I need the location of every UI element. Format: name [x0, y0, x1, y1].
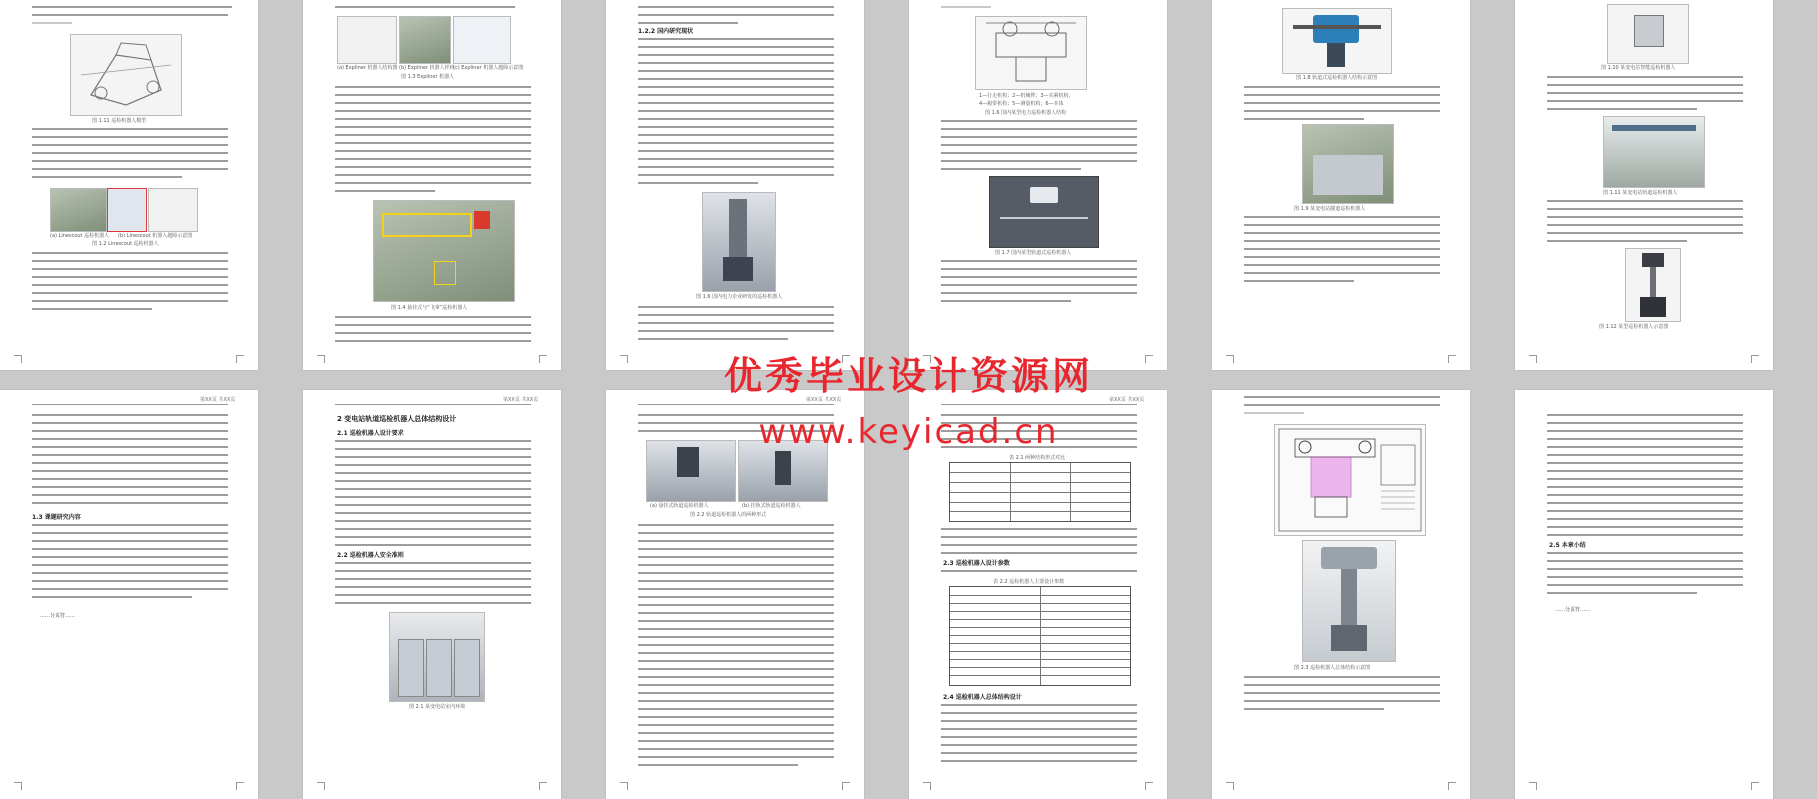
text-line	[32, 470, 228, 472]
text-line	[32, 532, 228, 534]
text-line	[335, 118, 531, 120]
text-line	[941, 300, 1071, 302]
text-line	[1547, 470, 1743, 472]
text-line	[638, 748, 834, 750]
text-line	[638, 588, 834, 590]
text-line	[335, 316, 531, 318]
page-corner-mark	[842, 782, 850, 790]
text-line	[638, 314, 834, 316]
robot-model-figure	[70, 34, 182, 116]
text-line	[32, 502, 228, 504]
chapter-heading: 2 变电站轨道巡检机器人总体结构设计	[337, 415, 457, 423]
text-line	[32, 462, 228, 464]
text-line	[1244, 216, 1440, 218]
header-rule	[941, 404, 1137, 405]
text-line	[32, 564, 228, 566]
figure-caption: (a) 悬挂式轨道巡检机器人	[650, 503, 709, 509]
figure-caption: 图 1.6 国内电力企业研发的巡检机器人	[696, 294, 783, 300]
linescout-detail-photo	[107, 188, 147, 232]
text-line	[32, 308, 152, 310]
text-line	[941, 276, 1137, 278]
figure-caption: 图 1.11 巡检机器人模型	[92, 118, 147, 124]
expliner-structure-figure	[337, 16, 397, 64]
text-line	[32, 494, 228, 496]
text-line	[638, 764, 798, 766]
figure-caption: (a) Expliner 机器人结构图	[337, 65, 398, 71]
text-line	[32, 168, 228, 170]
text-line	[335, 472, 531, 474]
robot-3d-model	[1302, 540, 1396, 662]
text-line	[638, 740, 834, 742]
text-line	[941, 544, 1137, 546]
text-line	[638, 70, 834, 72]
document-page-6	[1515, 0, 1773, 370]
text-line	[1547, 100, 1743, 102]
text-line	[638, 322, 834, 324]
text-line	[638, 158, 834, 160]
text-line	[941, 704, 1137, 706]
text-line	[941, 728, 1137, 730]
text-line	[1547, 510, 1743, 512]
text-line	[335, 544, 531, 546]
text-line	[32, 572, 228, 574]
table-caption: 表 2.2 巡检机器人主要设计参数	[993, 579, 1065, 585]
text-line	[335, 6, 515, 8]
text-line	[1547, 518, 1743, 520]
text-line	[941, 128, 1137, 130]
text-line	[1547, 486, 1743, 488]
text-line	[638, 644, 834, 646]
figure-caption: 图 1.11 某变电站轨道巡检机器人	[1603, 190, 1678, 196]
text-line	[335, 324, 531, 326]
header-rule	[638, 404, 834, 405]
text-line	[941, 760, 1137, 762]
text-line	[638, 652, 834, 654]
text-line	[1244, 94, 1440, 96]
text-line	[1547, 502, 1743, 504]
text-line	[1547, 584, 1743, 586]
parameter-table	[949, 586, 1131, 686]
page-corner-mark	[1448, 782, 1456, 790]
text-line	[335, 126, 531, 128]
text-line	[32, 284, 228, 286]
text-line	[941, 136, 1137, 138]
text-line	[1244, 708, 1384, 710]
text-line	[1547, 534, 1743, 536]
text-line	[941, 720, 1137, 722]
text-line	[638, 22, 738, 24]
text-line	[941, 144, 1137, 146]
text-line	[1244, 264, 1440, 266]
smart-robot-figure	[1607, 4, 1689, 64]
text-line	[941, 168, 1081, 170]
text-line	[941, 712, 1137, 714]
figure-caption: 图 1.12 某型巡检机器人示意图	[1599, 324, 1669, 330]
text-line	[1547, 576, 1743, 578]
figure-caption: (b) 挂轨式轨道巡检机器人	[742, 503, 801, 509]
page-corner-mark	[923, 782, 931, 790]
text-line	[335, 562, 531, 564]
text-line	[335, 102, 531, 104]
running-header: 第XX页 共XX页	[200, 397, 236, 403]
text-line	[638, 692, 834, 694]
text-line	[638, 174, 834, 176]
text-line	[941, 736, 1137, 738]
text-line	[638, 700, 834, 702]
figure-caption: 图 1.4 悬挂式与“飞拿”巡检机器人	[391, 305, 468, 311]
text-line	[638, 580, 834, 582]
text-line	[335, 496, 531, 498]
text-line	[638, 330, 834, 332]
text-line	[335, 182, 531, 184]
text-line	[335, 512, 531, 514]
text-line	[638, 572, 834, 574]
text-line	[335, 332, 531, 334]
page-corner-mark	[1145, 782, 1153, 790]
text-line	[335, 586, 531, 588]
document-page-2	[303, 0, 561, 370]
text-line	[1244, 102, 1440, 104]
figure-caption: (b) Linescout 机器人越障示意图	[118, 233, 193, 239]
text-line	[941, 536, 1137, 538]
figure-caption: 图 2.1 某变电站室内环境	[409, 704, 466, 710]
text-line	[941, 268, 1137, 270]
text-line	[1547, 552, 1743, 554]
expliner-obstacle-figure	[453, 16, 511, 64]
text-line	[638, 556, 834, 558]
figure-caption: 图 1.6 国内某型电力巡检机器人结构	[985, 110, 1067, 116]
text-line	[32, 252, 228, 254]
text-line	[638, 78, 834, 80]
text-line	[1244, 86, 1440, 88]
text-line	[32, 548, 228, 550]
comparison-table	[949, 462, 1131, 522]
text-line	[1244, 240, 1440, 242]
text-line	[335, 190, 435, 192]
figure-caption: 图 1.10 某变电站智能巡检机器人	[1601, 65, 1676, 71]
linescout-photo	[50, 188, 107, 232]
text-line	[32, 268, 228, 270]
text-line	[941, 284, 1137, 286]
text-line	[1244, 280, 1354, 282]
text-line	[1547, 560, 1743, 562]
text-line	[335, 570, 531, 572]
text-line	[335, 480, 531, 482]
text-line	[638, 732, 834, 734]
text-line	[638, 306, 834, 308]
robot-structure-diagram	[975, 16, 1087, 90]
text-line	[32, 144, 228, 146]
page-break-marker: ……分页符……	[1555, 607, 1591, 613]
document-page-5	[1212, 0, 1470, 370]
header-rule	[32, 404, 228, 405]
expliner-prototype-photo	[399, 16, 451, 64]
text-line	[638, 54, 834, 56]
text-line	[1547, 92, 1743, 94]
text-line	[638, 110, 834, 112]
text-line	[1547, 208, 1743, 210]
text-line	[32, 596, 192, 598]
text-line	[638, 94, 834, 96]
text-line	[638, 338, 788, 340]
text-line	[335, 456, 531, 458]
text-line	[638, 532, 834, 534]
text-line	[638, 524, 834, 526]
figure-caption: 图 1.9 某变电站隧道巡检机器人	[1294, 206, 1366, 212]
page-corner-mark	[620, 782, 628, 790]
text-line	[941, 260, 1137, 262]
text-line	[638, 86, 834, 88]
text-line	[1547, 240, 1687, 242]
text-line	[335, 520, 531, 522]
text-line	[1244, 404, 1440, 406]
text-line	[335, 174, 531, 176]
header-rule	[335, 404, 531, 405]
text-line	[638, 142, 834, 144]
figure-caption: (c) Expliner 机器人越障示意图	[453, 65, 524, 71]
figure-caption: 图 1.7 国内某型轨道式巡检机器人	[995, 250, 1072, 256]
figure-caption: 图 1.3 Expliner 机器人	[401, 74, 455, 80]
text-line	[638, 668, 834, 670]
text-line	[638, 676, 834, 678]
text-line	[335, 536, 531, 538]
text-line	[638, 756, 834, 758]
page-corner-mark	[317, 782, 325, 790]
text-line	[335, 150, 531, 152]
text-line	[32, 540, 228, 542]
text-line	[638, 724, 834, 726]
text-line	[1244, 232, 1440, 234]
rail-robot-diagram	[1282, 8, 1392, 74]
rail-robot-photo	[1603, 116, 1705, 188]
text-line	[941, 570, 1137, 572]
watermark-title: 优秀毕业设计资源网	[723, 354, 1093, 398]
text-line	[1244, 684, 1440, 686]
text-line	[1547, 76, 1743, 78]
text-line	[1547, 108, 1697, 110]
text-line	[638, 166, 834, 168]
text-line	[638, 660, 834, 662]
text-line	[1244, 272, 1440, 274]
text-line	[32, 160, 228, 162]
section-heading: 2.5 本章小结	[1549, 542, 1586, 549]
text-line	[638, 596, 834, 598]
table-caption: 表 2.1 两种结构形式对比	[1009, 455, 1066, 461]
text-line	[1244, 256, 1440, 258]
text-line	[1547, 454, 1743, 456]
page-corner-mark	[14, 782, 22, 790]
robot-model-figure	[1625, 248, 1681, 322]
text-line	[941, 528, 1137, 530]
page-break-marker: ……分页符……	[40, 613, 76, 619]
text-line	[32, 588, 228, 590]
text-line	[638, 548, 834, 550]
text-line	[32, 136, 228, 138]
text-line	[638, 620, 834, 622]
text-line	[638, 134, 834, 136]
text-line	[638, 684, 834, 686]
running-header: 第XX页 共XX页	[806, 397, 842, 403]
text-line	[638, 708, 834, 710]
text-line	[941, 120, 1137, 122]
text-line	[638, 38, 834, 40]
text-line	[32, 478, 228, 480]
text-line	[941, 744, 1137, 746]
text-line	[1547, 84, 1743, 86]
figure-caption: (b) Expliner 机器人样机	[399, 65, 455, 71]
text-line	[335, 166, 531, 168]
section-heading: 2.2 巡检机器人安全准则	[337, 552, 404, 559]
text-line	[335, 488, 531, 490]
text-line	[1244, 118, 1364, 120]
text-line	[941, 152, 1137, 154]
text-line	[638, 716, 834, 718]
text-line	[638, 628, 834, 630]
text-line	[1547, 592, 1697, 594]
text-line	[638, 150, 834, 152]
text-line	[32, 486, 228, 488]
document-page-1	[0, 0, 258, 370]
text-line	[638, 126, 834, 128]
text-line	[32, 14, 228, 16]
text-line	[1547, 232, 1743, 234]
figure-caption: (a) Linescout 巡检机器人	[50, 233, 110, 239]
page-corner-mark	[1751, 782, 1759, 790]
text-line	[335, 134, 531, 136]
text-line	[32, 276, 228, 278]
text-line	[32, 556, 228, 558]
text-line	[32, 260, 228, 262]
text-line	[32, 454, 228, 456]
text-line	[335, 142, 531, 144]
text-line	[1547, 200, 1743, 202]
document-page-3	[606, 0, 864, 370]
text-line	[1547, 216, 1743, 218]
text-line	[32, 152, 228, 154]
suspended-robot-photo	[373, 200, 515, 302]
watermark-url: www.keyicad.cn	[758, 412, 1059, 452]
text-line	[941, 752, 1137, 754]
text-line	[941, 160, 1137, 162]
page-corner-mark	[236, 782, 244, 790]
figure-legend: 1—行走机构；2—机械臂；3—夹紧机构；	[979, 93, 1074, 99]
linescout-diagram	[148, 188, 198, 232]
text-line	[1244, 700, 1440, 702]
text-line	[32, 176, 182, 178]
text-line	[32, 292, 228, 294]
text-line	[335, 110, 531, 112]
text-line	[638, 14, 834, 16]
figure-caption: 图 2.3 巡检机器人总体结构示意图	[1294, 665, 1371, 671]
text-line	[1244, 676, 1440, 678]
text-line	[638, 118, 834, 120]
text-line	[638, 564, 834, 566]
text-line	[335, 594, 531, 596]
figure-caption: 图 2.2 轨道巡检机器人的两种形式	[690, 512, 767, 518]
text-line	[335, 464, 531, 466]
text-line	[638, 612, 834, 614]
page-corner-mark	[1529, 782, 1537, 790]
running-header: 第XX页 共XX页	[1109, 397, 1145, 403]
domestic-robot-photo	[702, 192, 776, 292]
text-line	[1244, 248, 1440, 250]
text-line	[32, 6, 232, 8]
text-line	[941, 552, 1137, 554]
text-line	[941, 292, 1137, 294]
text-line	[1547, 462, 1743, 464]
document-page-4	[909, 0, 1167, 370]
text-line	[1547, 526, 1743, 528]
text-line	[1547, 224, 1743, 226]
text-line	[638, 102, 834, 104]
section-heading: 2.4 巡检机器人总体结构设计	[943, 694, 1022, 701]
text-line	[638, 46, 834, 48]
text-line	[335, 86, 531, 88]
figure-caption: 图 1.2 Linescout 巡检机器人	[92, 241, 159, 247]
text-line	[32, 22, 72, 24]
section-heading: 1.2.2 国内研究现状	[638, 28, 694, 35]
text-line	[638, 604, 834, 606]
text-line	[1547, 494, 1743, 496]
text-line	[335, 602, 531, 604]
text-line	[32, 524, 228, 526]
section-heading: 1.3 课题研究内容	[32, 514, 81, 521]
text-line	[32, 300, 228, 302]
running-header: 第XX页 共XX页	[503, 397, 539, 403]
text-line	[335, 578, 531, 580]
text-line	[335, 340, 531, 342]
text-line	[335, 158, 531, 160]
figure-caption: 图 1.8 轨道式巡检机器人结构示意图	[1296, 75, 1378, 81]
text-line	[32, 580, 228, 582]
section-heading: 2.3 巡检机器人设计参数	[943, 560, 1010, 567]
text-line	[638, 540, 834, 542]
substation-room-photo	[389, 612, 485, 702]
text-line	[1244, 692, 1440, 694]
section-heading: 2.1 巡检机器人设计要求	[337, 430, 404, 437]
text-line	[335, 528, 531, 530]
text-line	[1244, 110, 1440, 112]
text-line	[335, 94, 531, 96]
text-line	[1547, 568, 1743, 570]
page-corner-mark	[1226, 782, 1234, 790]
substation-robot-photo	[1302, 124, 1394, 204]
tunnel-robot-photo	[989, 176, 1099, 248]
text-line	[941, 6, 991, 8]
text-line	[638, 62, 834, 64]
text-line	[32, 128, 228, 130]
text-line	[1547, 478, 1743, 480]
figure-legend: 4—履带机构；5—测量机构；6—本体	[979, 101, 1064, 107]
text-line	[638, 6, 834, 8]
text-line	[1244, 224, 1440, 226]
text-line	[638, 182, 758, 184]
page-corner-mark	[539, 782, 547, 790]
text-line	[335, 504, 531, 506]
text-line	[638, 636, 834, 638]
